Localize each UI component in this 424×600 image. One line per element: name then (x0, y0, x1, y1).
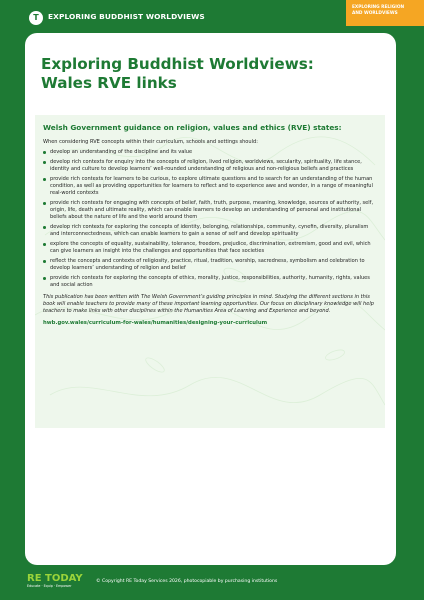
list-item (43, 224, 379, 238)
list-item (43, 149, 379, 156)
corner-tab-line-1: EXPLORING RELIGION (352, 5, 405, 10)
curriculum-link[interactable]: hwb.gov.wales/curriculum-for-wales/humanities/designing-your-curriculum (43, 320, 268, 327)
bullet-icon (43, 243, 46, 246)
list-item-text: develop rich contexts for enquiry into the concepts of religion, lived religion, worldviews, secularity, spirituality, life stance, identity and culture to develop learners’ well-rounded understanding of religious and non-religious beliefs and practices (50, 158, 362, 172)
list-item-text: provide rich contexts for exploring the concepts of ethics, morality, justice, responsibilities, authority, humanity, rights, values and social action (50, 275, 370, 289)
page-title (41, 55, 314, 93)
running-header-title: EXPLORING BUDDHIST WORLDVIEWS (48, 12, 205, 21)
list-item-text: provide rich contexts for engaging with concepts of belief, faith, truth, purpose, meaning, knowledge, sources of authority, self, origin, life, death and ultimate reality, which can enable learners to develop an understanding of personal and institutional beliefs about the nature of life and the world around them (50, 200, 374, 220)
corner-tab-line-2: AND WORLDVIEWS (352, 11, 398, 16)
bullet-icon (43, 161, 46, 164)
re-today-logo (27, 573, 83, 589)
logo-tagline: Educate · Equip · Empower (27, 584, 72, 588)
publication-note: This publication has been written with The Welsh Government’s guiding principles in mind. Studying the different sections in this book will enable teachers to provide many of these important learning opportunities. Our focus on disciplinary knowledge will help teachers to make links with other disciplines within the Humanities Area of Learning and Experience and beyond. (43, 294, 374, 315)
bullet-icon (43, 226, 46, 229)
list-item-text: provide rich contexts for learners to be curious, to explore ultimate questions and to search for an understanding of the human condition, as well as providing opportunities for learners to reflect and to experience awe and wonder, in a range of meaningful real-world contexts (50, 176, 373, 196)
bullet-icon (43, 277, 46, 280)
list-item-text: reflect the concepts and contexts of religiosity, practice, ritual, tradition, worship, sacredness, symbolism and celebration to develop learners’ understanding of religion and belief (50, 258, 365, 272)
list-item (43, 275, 379, 289)
series-corner-tab (346, 0, 424, 26)
logo-wordmark: RE TODAY (27, 573, 83, 584)
content-panel (25, 33, 396, 565)
page-title-line-1: Exploring Buddhist Worldviews: (41, 55, 314, 73)
list-item (43, 258, 379, 272)
bullet-icon (43, 151, 46, 154)
bullet-icon (43, 178, 46, 181)
list-item-text: develop rich contexts for exploring the concepts of identity, belonging, relationships, community, cynefin, diversity, pluralism and interconnectedness, which can enable learners to gain a sense of self and develop spirituality (50, 224, 369, 237)
card-content (43, 123, 379, 327)
guidance-list (43, 149, 379, 289)
guidance-card (35, 115, 385, 428)
list-item (43, 241, 379, 255)
list-item-text: explore the concepts of equality, sustainability, tolerance, freedom, prejudice, discrimination, extremism, good and evil, which can give learners an insight into the challenges and opportunities that face societies (50, 241, 371, 255)
section-badge: T (29, 11, 43, 25)
guidance-heading: Welsh Government guidance on religion, values and ethics (RVE) states: (43, 123, 342, 132)
list-item-text: develop an understanding of the discipline and its value (50, 148, 193, 155)
copyright-notice: © Copyright RE Today Services 2026, photocopiable by purchasing institutions (96, 579, 278, 584)
list-item (43, 176, 379, 197)
top-bar (0, 0, 424, 36)
bullet-icon (43, 260, 46, 263)
bullet-icon (43, 202, 46, 205)
guidance-intro: When considering RVE concepts within their curriculum, schools and settings should: (43, 139, 258, 145)
page-title-line-2: Wales RVE links (41, 74, 177, 92)
list-item (43, 200, 379, 221)
list-item (43, 159, 379, 173)
